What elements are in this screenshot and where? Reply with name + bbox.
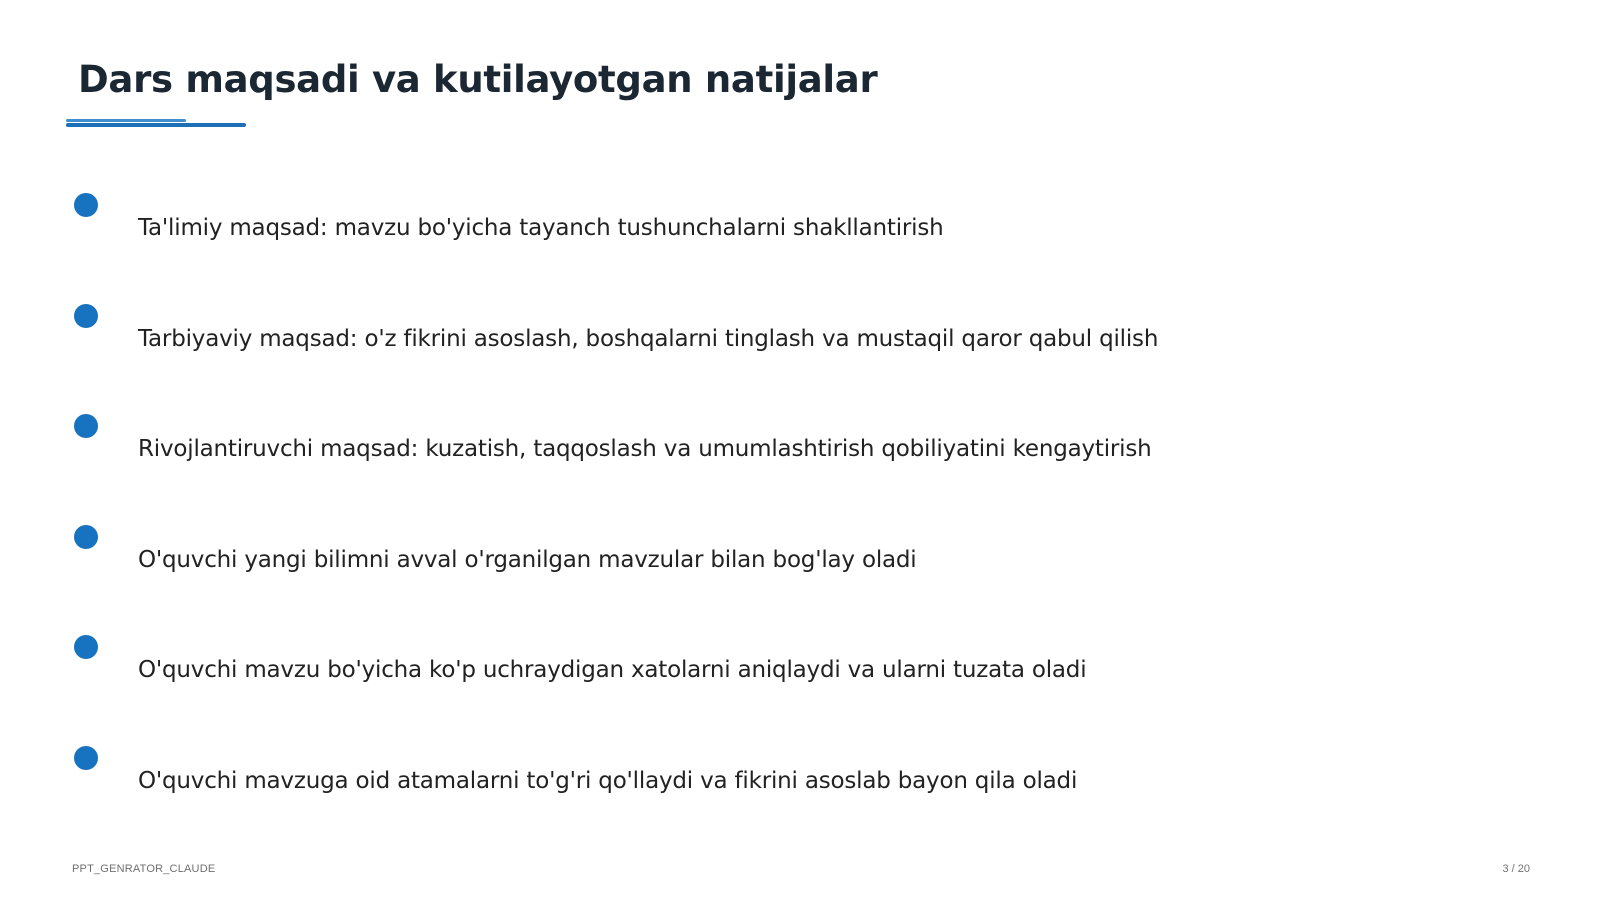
bullet-item: [74, 525, 1374, 595]
bullet-item: [74, 304, 1374, 374]
footer-brand: PPT_GENRATOR_CLAUDE: [72, 863, 216, 875]
bullet-text: O'quvchi mavzu bo'yicha ko'p uchraydigan xatolarni aniqlaydi va ularni tuzata oladi: [138, 657, 1087, 683]
slide-title: Dars maqsadi va kutilayotgan natijalar: [78, 58, 878, 101]
bullet-dot-icon: [74, 193, 98, 217]
bullet-item: [74, 635, 1374, 705]
bullet-item: [74, 193, 1374, 263]
bullet-text: Ta'limiy maqsad: mavzu bo'yicha tayanch tushunchalarni shakllantirish: [138, 215, 944, 241]
page-indicator: 3 / 20: [1502, 863, 1530, 875]
bullet-dot-icon: [74, 525, 98, 549]
bullet-text: Tarbiyaviy maqsad: o'z fikrini asoslash, boshqalarni tinglash va mustaqil qaror qabul qilish: [138, 326, 1159, 352]
bullet-item: [74, 746, 1374, 816]
bullet-dot-icon: [74, 746, 98, 770]
bullet-dot-icon: [74, 414, 98, 438]
bullet-dot-icon: [74, 304, 98, 328]
bullet-text: O'quvchi yangi bilimni avval o'rganilgan mavzular bilan bog'lay oladi: [138, 547, 917, 573]
bullet-text: Rivojlantiruvchi maqsad: kuzatish, taqqoslash va umumlashtirish qobiliyatini kengaytirish: [138, 436, 1152, 462]
bullet-dot-icon: [74, 635, 98, 659]
bullet-text: O'quvchi mavzuga oid atamalarni to'g'ri qo'llaydi va fikrini asoslab bayon qila oladi: [138, 768, 1078, 794]
bullet-item: [74, 414, 1374, 484]
